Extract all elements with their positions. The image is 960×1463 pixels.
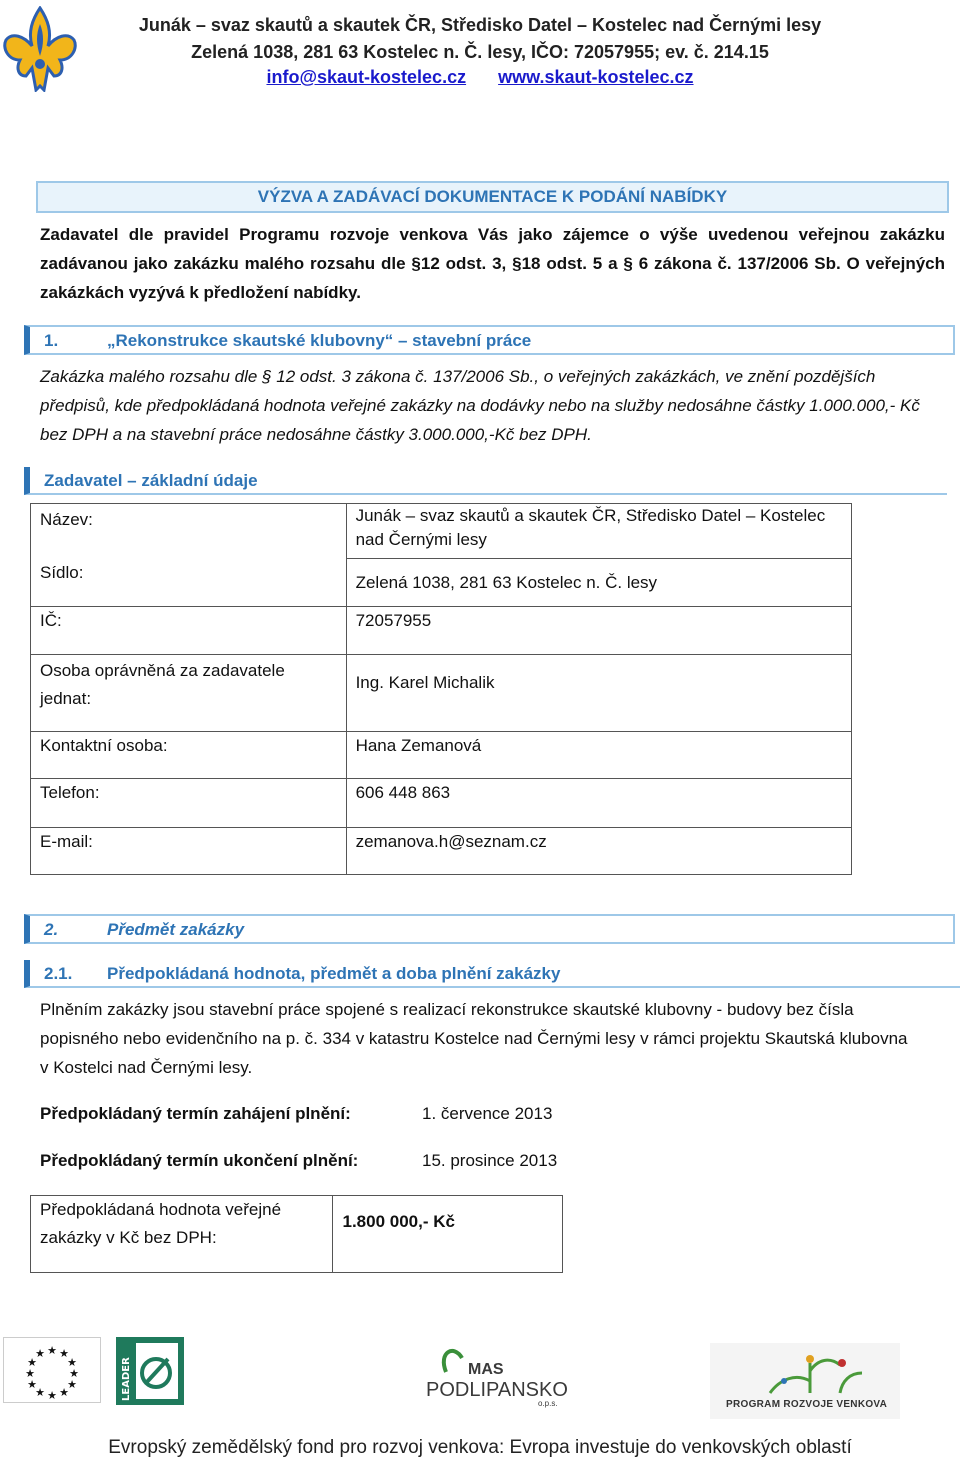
svg-text:★: ★ [27,1356,37,1369]
table-row [31,732,852,779]
intro-paragraph: Zadavatel dle pravidel Programu rozvoje venkova Vás jako zájemce o výše uvedenou veřejnou zakázku zadávanou jako zakázku malého rozsahu dle §12 odst. 3, §18 odst. 5 a § 6 zákona č. 137/2006 Sb. O veřejných zakázkách vyzývá k předložení nabídky. [40,225,945,302]
svg-text:★: ★ [35,1386,45,1399]
mas-podlipansko-logo-icon [416,1342,568,1408]
svg-text:★: ★ [69,1367,79,1380]
label-osoba: Osoba oprávněná za zadavatele jednat: [31,655,347,732]
section-1-title: „Rekonstrukce skautské klubovny“ – stavební práce [107,331,532,350]
section-21-number: 2.1. [44,964,73,983]
zadavatel-table [30,503,852,875]
svg-text:★: ★ [47,1389,57,1402]
prv-logo [710,1343,900,1419]
mas-main-text: PODLIPANSKO [426,1379,568,1401]
svg-text:★: ★ [59,1347,69,1360]
mas-top-text: MAS [468,1361,504,1378]
svg-text:★: ★ [59,1386,69,1399]
svg-text:★: ★ [35,1347,45,1360]
label-telefon: Telefon: [31,779,347,828]
value-sidlo: Zelená 1038, 281 63 Kostelec n. Č. lesy [346,559,851,607]
table-row [31,655,852,732]
value-nazev: Junák – svaz skautů a skautek ČR, Středisko Datel – Kostelec nad Černými lesy [346,504,851,559]
svg-text:★: ★ [27,1378,37,1391]
start-value: 1. července 2013 [422,1104,553,1123]
label-email: E-mail: [31,828,347,875]
svg-text:★: ★ [25,1367,35,1380]
end-value: 15. prosince 2013 [422,1151,558,1170]
header-org-name: Junák – svaz skautů a skautek ČR, Středisko Datel – Kostelec nad Černými lesy [138,15,822,35]
section-1-heading [24,325,955,355]
zadavatel-heading [24,467,947,495]
leader-logo-icon [116,1337,184,1405]
label-kontakt: Kontaktní osoba: [31,732,347,779]
page-title: VÝZVA A ZADÁVACÍ DOKUMENTACE K PODÁNÍ NABÍDKY [257,187,728,206]
value-ic: 72057955 [346,607,851,655]
prv-text: PROGRAM ROZVOJE VENKOVA [726,1399,888,1410]
end-label: Předpokládaný termín ukončení plnění: [40,1151,359,1170]
table-row [31,779,852,828]
table-row [31,504,852,559]
zadavatel-heading-text: Zadavatel – základní údaje [44,471,258,490]
section-1-text: Zakázka malého rozsahu dle § 12 odst. 3 zákona č. 137/2006 Sb., o veřejných zakázkách, ve znění pozdějších předpisů, kde předpokládaná hodnota veřejné zakázky na dodávky nebo na služby nedosáhne částky 1.000.000,- Kč bez DPH a na stavební práce nedosáhne částky 3.000.000,-Kč bez DPH. [40,367,920,444]
leader-text: LEADER [121,1357,132,1401]
eu-flag-logo [3,1337,101,1403]
label-nazev: Název: [31,504,347,559]
value-label: Předpokládaná hodnota veřejné zakázky v Kč bez DPH: [31,1196,333,1273]
table-row [31,1196,563,1273]
section-21-heading [24,960,960,988]
value-amount: 1.800 000,- Kč [333,1196,563,1273]
value-kontakt: Hana Zemanová [346,732,851,779]
value-table [30,1195,563,1273]
value-osoba: Ing. Karel Michalik [346,655,851,732]
mas-sub-text: o.p.s. [538,1399,558,1408]
section-21-text: Plněním zakázky jsou stavební práce spojené s realizací rekonstrukce skautské klubovny - budovy bez čísla popisného nebo evidenčního na p. č. 334 v katastru Kostelce nad Černými lesy v rámci projektu Skautská klubovna v Kostelci nad Černými lesy. [40,1000,908,1077]
header-email-link[interactable]: info@skaut-kostelec.cz [266,67,467,87]
label-sidlo: Sídlo: [31,559,347,607]
header-contacts [0,67,960,88]
svg-text:★: ★ [67,1356,77,1369]
value-telefon: 606 448 863 [346,779,851,828]
table-row [31,559,852,607]
table-row [31,607,852,655]
svg-text:★: ★ [47,1344,57,1357]
header-address: Zelená 1038, 281 63 Kostelec n. Č. lesy, IČO: 72057955; ev. č. 214.15 [191,42,769,62]
section-2-heading [24,914,955,944]
section-2-title: Předmět zakázky [107,920,245,939]
eu-stars-icon [4,1338,100,1402]
title-box [36,181,949,213]
prv-plants-icon [710,1343,900,1397]
section-21-title: Předpokládaná hodnota, předmět a doba plnění zakázky [107,964,561,983]
header-web-link[interactable]: www.skaut-kostelec.cz [498,67,694,87]
section-1-number: 1. [44,331,59,350]
footer-text: Evropský zemědělský fond pro rozvoj venkova: Evropa investuje do venkovských oblastí [108,1437,852,1458]
section-2-number: 2. [44,920,59,939]
label-ic: IČ: [31,607,347,655]
start-label: Předpokládaný termín zahájení plnění: [40,1104,351,1123]
table-row [31,828,852,875]
value-email: zemanova.h@seznam.cz [346,828,851,875]
svg-text:★: ★ [67,1378,77,1391]
